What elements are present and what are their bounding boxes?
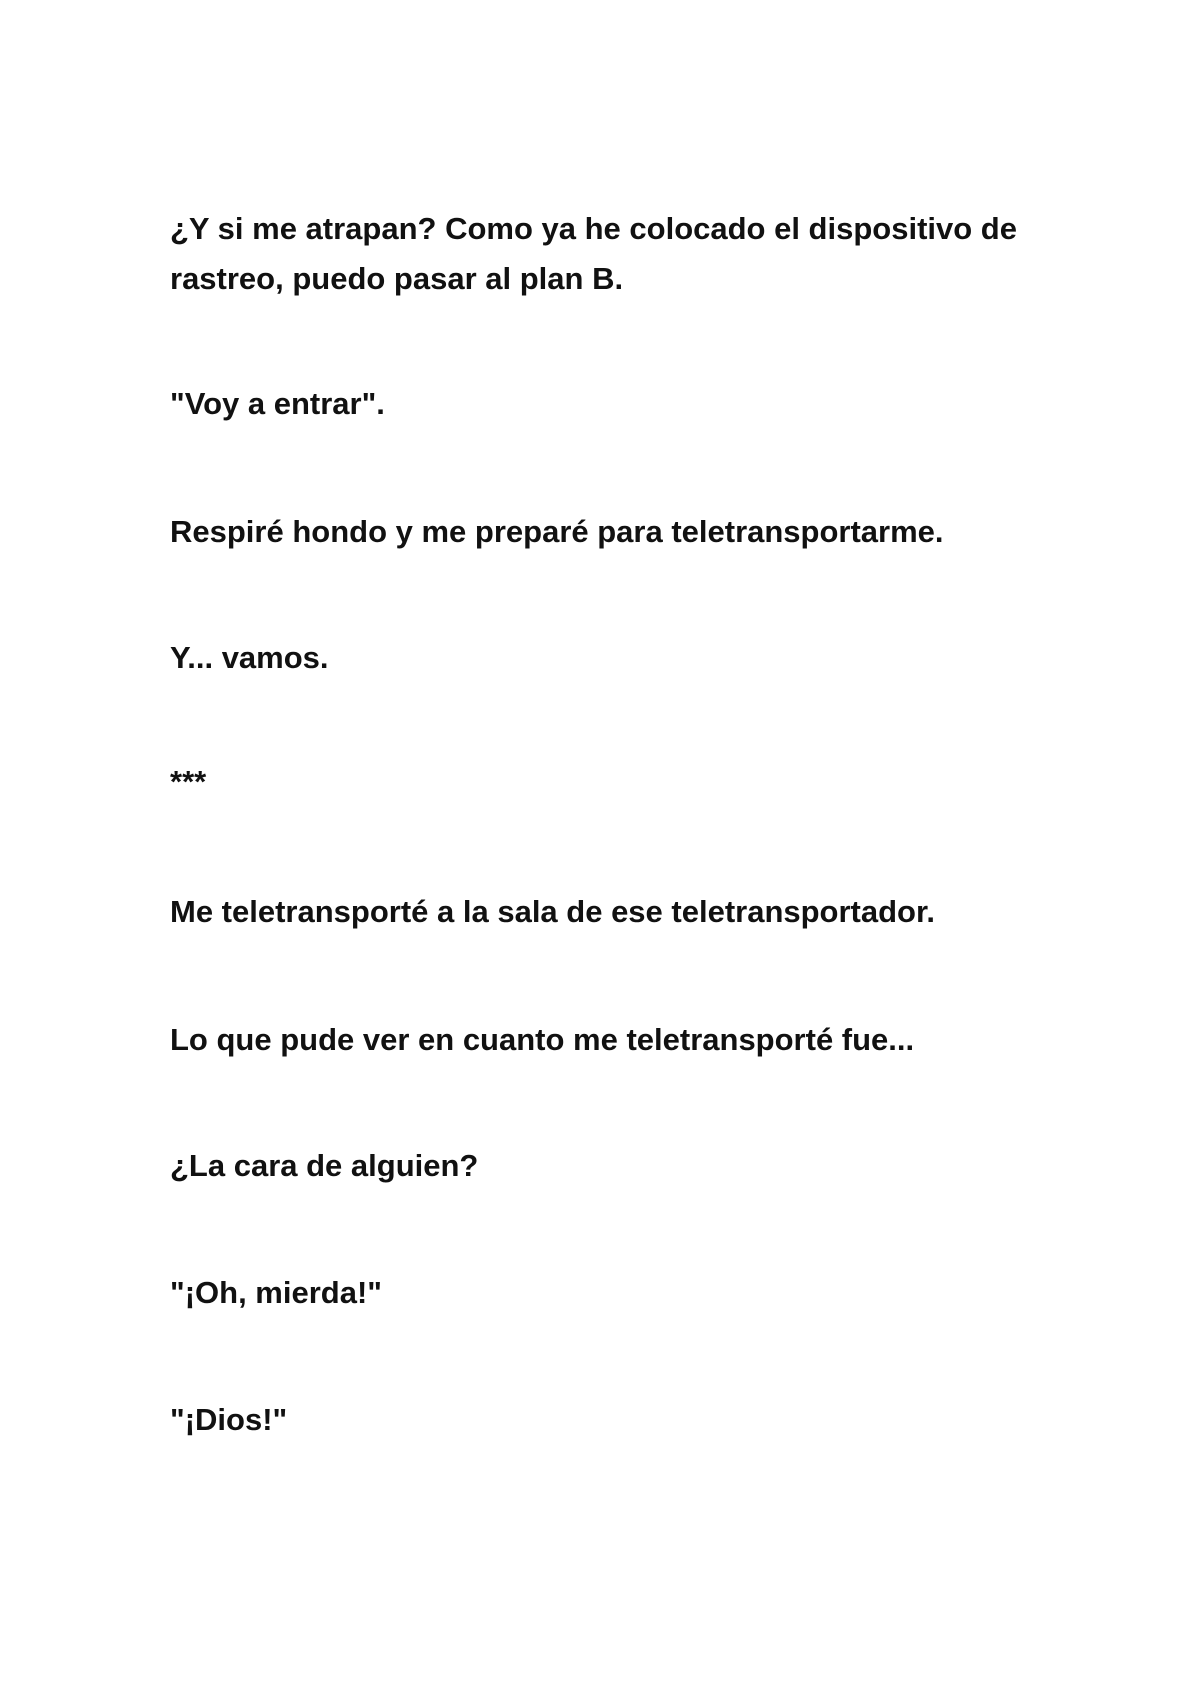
paragraph: Lo que pude ver en cuanto me teletransporté fue...	[170, 1022, 915, 1057]
paragraph: ¿Y si me atrapan? Como ya he colocado el dispositivo de rastreo, puedo pasar al plan B.	[170, 211, 1017, 296]
scene-break: ***	[170, 764, 207, 799]
paragraph: ¿La cara de alguien?	[170, 1148, 479, 1183]
paragraph: "¡Dios!"	[170, 1402, 288, 1437]
paragraph: Me teletransporté a la sala de ese teletransportador.	[170, 894, 935, 929]
paragraph: "Voy a entrar".	[170, 386, 385, 421]
paragraph: "¡Oh, mierda!"	[170, 1275, 382, 1310]
paragraph: Y... vamos.	[170, 640, 329, 675]
paragraph: Respiré hondo y me preparé para teletransportarme.	[170, 514, 944, 549]
